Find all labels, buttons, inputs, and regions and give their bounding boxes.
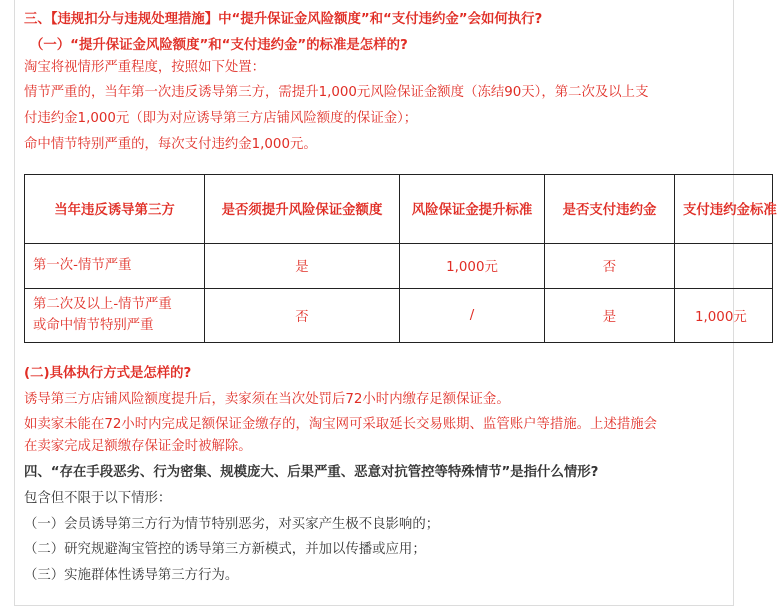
table-header-cell: 是否须提升风险保证金额度	[205, 174, 400, 243]
rule1-line2: 付违约金1,000元（即为对应诱导第三方店铺风险额度的保证金）；	[24, 111, 418, 127]
table-cell: 1,000元	[400, 243, 545, 288]
table-cell	[675, 243, 773, 288]
table-cell: /	[400, 288, 545, 342]
table-cell: 否	[545, 243, 675, 288]
penalty-table	[24, 174, 777, 343]
table-cell: 1,000元	[675, 288, 773, 342]
table-row	[25, 243, 773, 288]
sub2-line1: 诱导第三方店铺风险额度提升后，卖家须在当次处罚后72小时内缴存足额保证金。	[24, 391, 510, 407]
list-item: （三）实施群体性诱导第三方行为。	[24, 568, 239, 584]
penalty-table-container	[24, 174, 777, 343]
table-cell: 第二次及以上-情节严重或命中情节特别严重	[25, 288, 205, 342]
sub2-heading: (二)具体执行方式是怎样的?	[24, 365, 192, 381]
table-cell: 是	[545, 288, 675, 342]
table-row	[25, 288, 773, 342]
sub1-heading: （一）“提升保证金风险额度”和“支付违约金”的标准是怎样的?	[30, 37, 408, 53]
section4-intro: 包含但不限于以下情形：	[24, 490, 172, 506]
table-header-cell: 风险保证金提升标准	[400, 174, 545, 243]
table-cell: 是	[205, 243, 400, 288]
table-header-cell: 支付违约金标准	[675, 174, 773, 243]
table-header-cell: 当年违反诱导第三方	[25, 174, 205, 243]
document-frame	[14, 0, 777, 606]
document-content	[24, 9, 777, 587]
sub2-line3: 在卖家完成足额缴存保证金时被解除。	[24, 439, 252, 455]
table-cell: 否	[205, 288, 400, 342]
rule1-line1: 情节严重的，当年第一次违反诱导第三方，需提升1,000元风险保证金额度（冻结90天），第二次及以上支	[24, 85, 649, 101]
intro-text: 淘宝将视情形严重程度，按照如下处置：	[24, 59, 266, 75]
table-header-cell: 是否支付违约金	[545, 174, 675, 243]
section4-heading: 四、“存在手段恶劣、行为密集、规模庞大、后果严重、恶意对抗管控等特殊情节”是指什么情形?	[24, 464, 599, 480]
list-item: （一）会员诱导第三方行为情节特别恶劣，对买家产生极不良影响的；	[24, 516, 440, 532]
rule2-text: 命中情节特别严重的，每次支付违约金1,000元。	[24, 136, 317, 152]
table-cell: 第一次-情节严重	[25, 243, 205, 288]
section3-heading: 三、【违规扣分与违规处理措施】中“提升保证金风险额度”和“支付违约金”会如何执行?	[24, 12, 543, 27]
table-header-row	[25, 174, 773, 243]
list-item: （二）研究规避淘宝管控的诱导第三方新模式，并加以传播或应用；	[24, 542, 426, 558]
sub2-line2: 如卖家未能在72小时内完成足额保证金缴存的，淘宝网可采取延长交易账期、监管账户等措施。上述措施会	[24, 417, 658, 433]
